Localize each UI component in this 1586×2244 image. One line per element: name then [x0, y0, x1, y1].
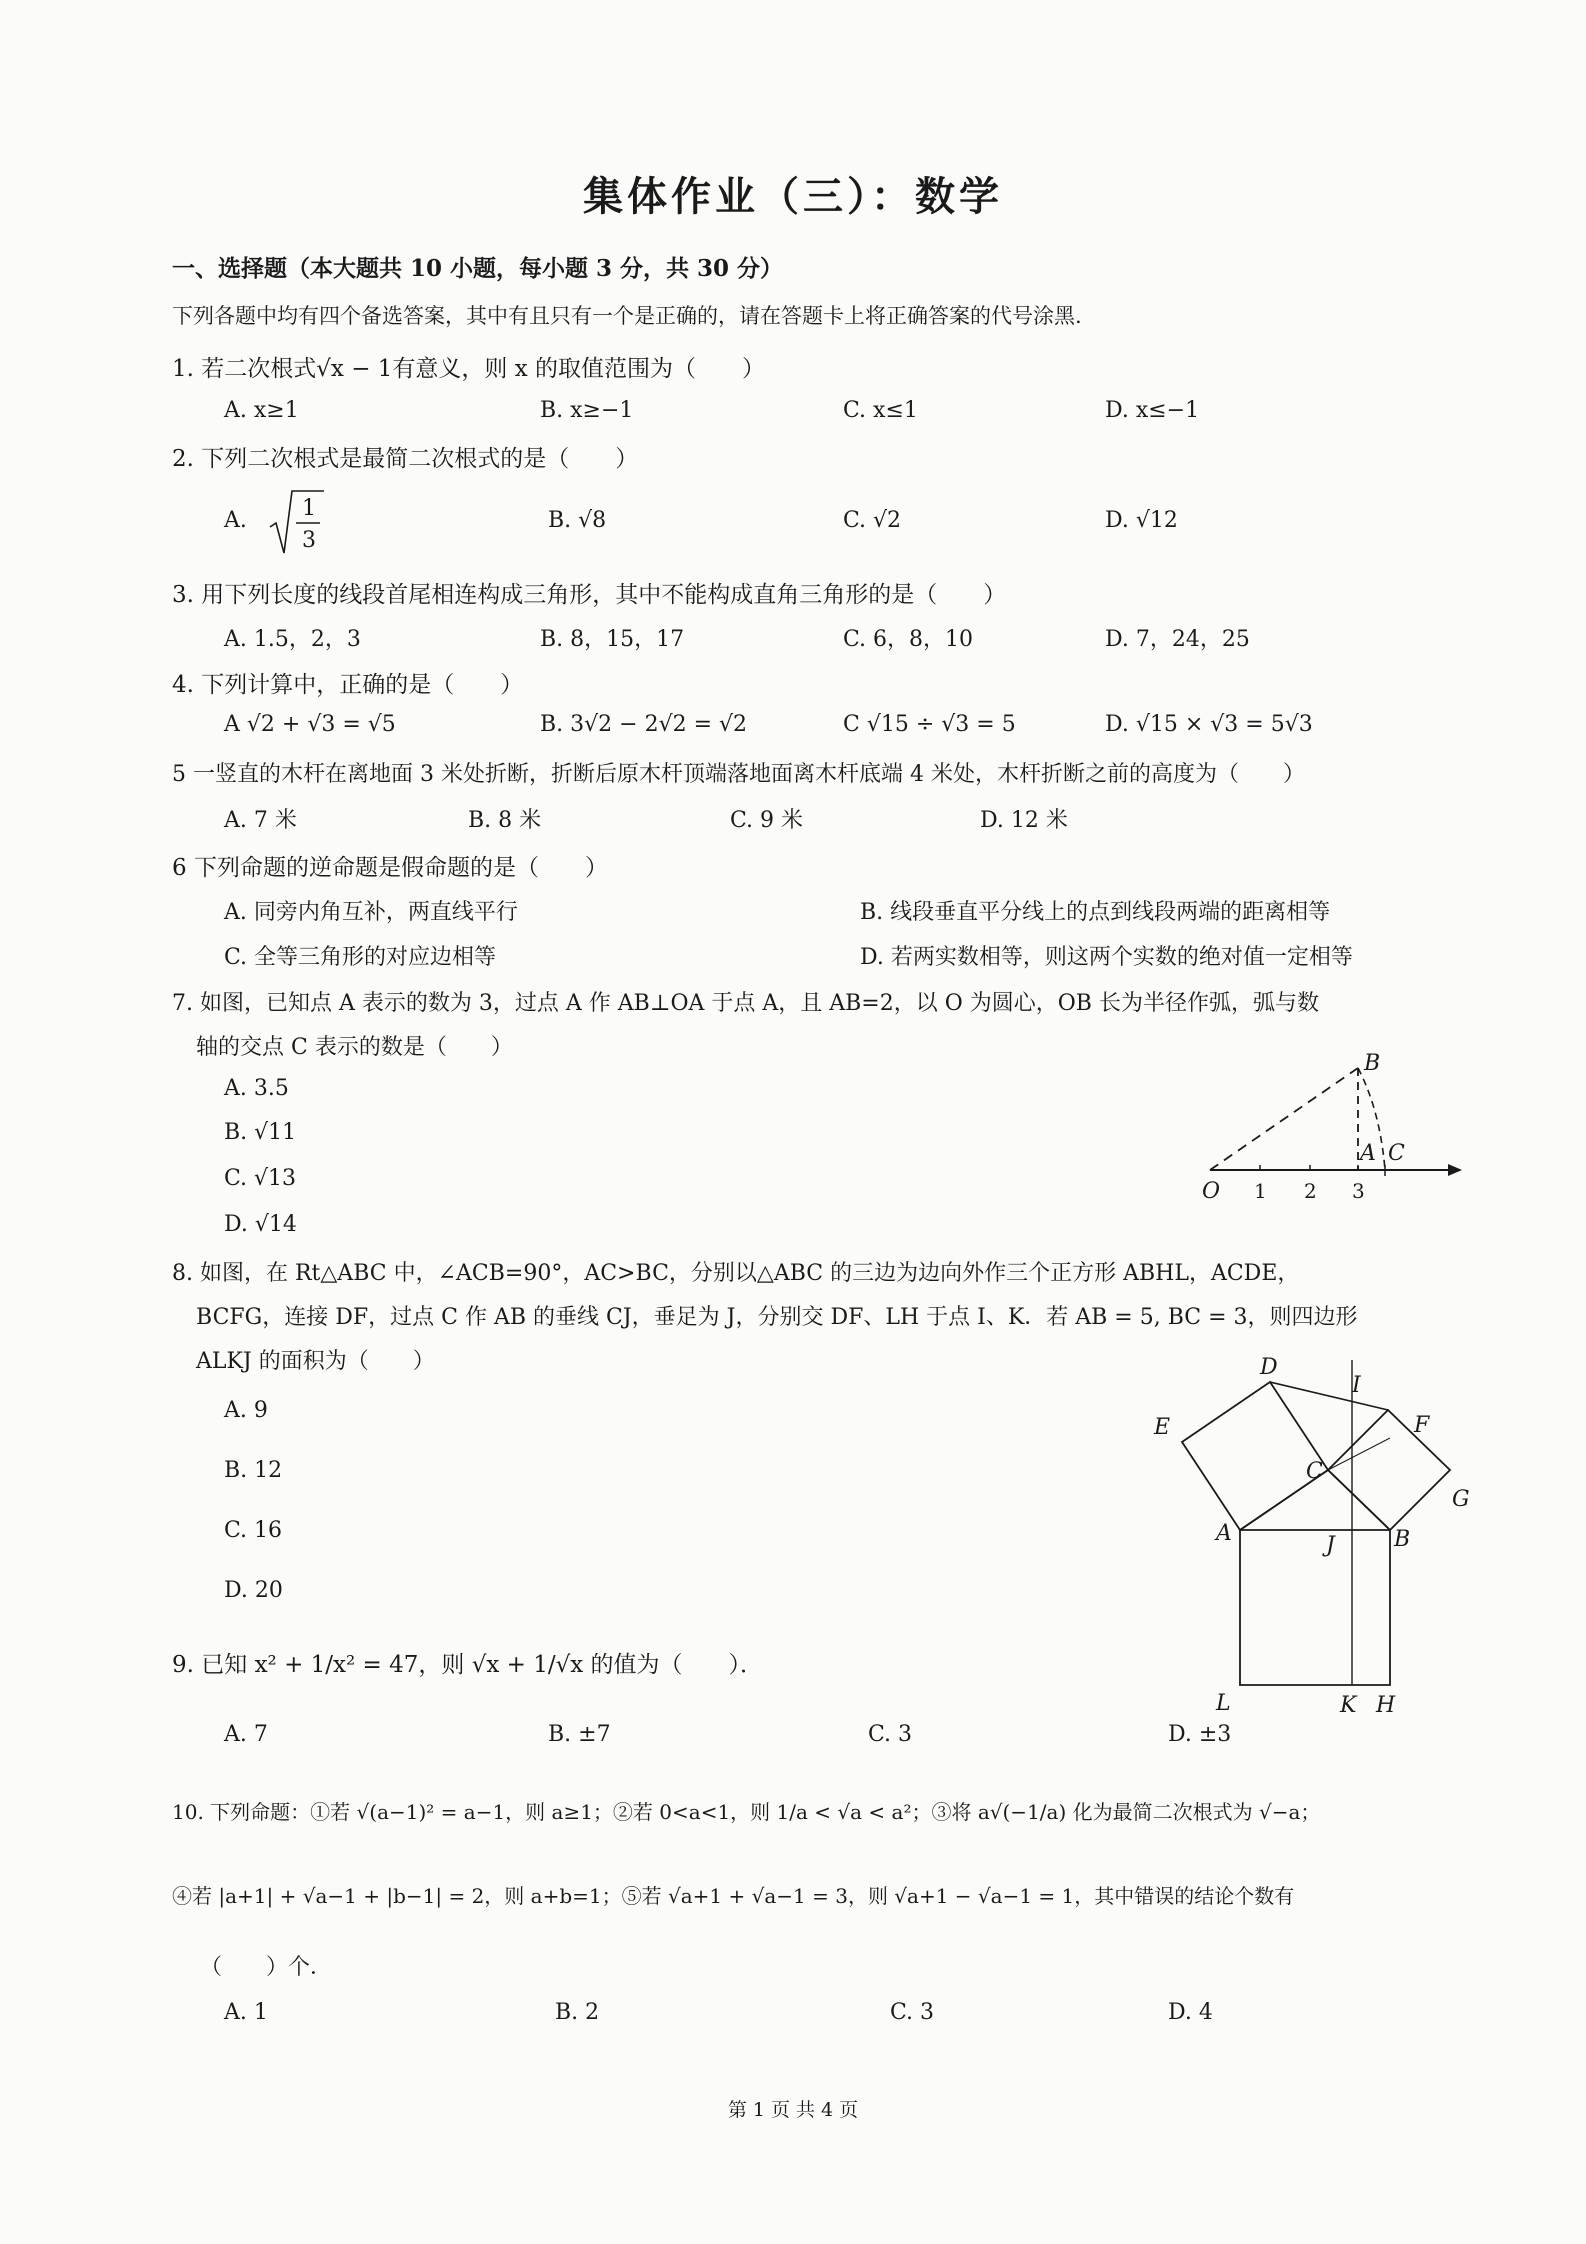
q10-option-c: C. 3 [890, 2000, 935, 2025]
q8-option-d: D. 20 [224, 1578, 283, 1603]
fig8-label-h: H [1376, 1693, 1396, 1718]
q6-option-b: B. 线段垂直平分线上的点到线段两端的距离相等 [860, 900, 1331, 925]
section-instruction: 下列各题中均有四个备选答案，其中有且只有一个是正确的，请在答题卡上将正确答案的代号涂黑. [172, 304, 1082, 328]
q4-option-c: C √15 ÷ √3 = 5 [843, 712, 1016, 737]
q10-option-b: B. 2 [555, 2000, 600, 2025]
question-1-stem: 1. 若二次根式√x − 1有意义，则 x 的取值范围为（ ） [172, 356, 766, 382]
q9-option-a: A. 7 [224, 1722, 268, 1747]
page-title: 集体作业（三）：数学 [583, 173, 1003, 220]
fig8-label-b: B [1394, 1527, 1411, 1552]
question-10-stem-line3: （ ）个． [200, 1955, 333, 1980]
fig7-tick-2: 2 [1304, 1179, 1317, 1203]
fig7-tick-3: 3 [1352, 1179, 1365, 1203]
figure-q8-squares [1120, 1320, 1480, 1740]
q3-option-c: C. 6，8，10 [843, 627, 974, 652]
q5-option-a: A. 7 米 [224, 808, 297, 833]
question-5-stem: 5 一竖直的木杆在离地面 3 米处折断，折断后原木杆顶端落地面离木杆底端 4 米处，木杆折断之前的高度为（ ） [172, 762, 1305, 787]
fig8-label-a: A [1216, 1521, 1232, 1546]
q4-option-a: A √2 + √3 = √5 [224, 712, 396, 737]
svg-text:1: 1 [302, 496, 316, 521]
q3-option-b: B. 8，15，17 [540, 627, 685, 652]
q8-option-a: A. 9 [224, 1398, 268, 1423]
q1-option-a: A. x≥1 [224, 398, 299, 423]
fig8-label-e: E [1154, 1415, 1171, 1440]
question-6-stem: 6 下列命题的逆命题是假命题的是（ ） [172, 855, 608, 881]
page-footer: 第 1 页 共 4 页 [727, 2099, 859, 2121]
q7-option-a: A. 3.5 [224, 1076, 289, 1101]
question-7-stem-line1: 7. 如图，已知点 A 表示的数为 3，过点 A 作 AB⊥OA 于点 A，且 AB=2，以 O 为圆心，OB 长为半径作弧，弧与数 [172, 991, 1319, 1016]
fig8-label-f: F [1414, 1413, 1430, 1438]
question-8-stem-line2: BCFG，连接 DF，过点 C 作 AB 的垂线 CJ，垂足为 J，分别交 DF、LH 于点 I、K．若 AB = 5, BC = 3，则四边形 [196, 1305, 1358, 1330]
q5-option-d: D. 12 米 [980, 808, 1068, 833]
q3-option-a: A. 1.5，2，3 [224, 627, 361, 652]
q1-option-d: D. x≤−1 [1105, 398, 1200, 423]
q4-option-b: B. 3√2 − 2√2 = √2 [540, 712, 748, 737]
q7-option-d: D. √14 [224, 1212, 297, 1237]
q1-option-c: C. x≤1 [843, 398, 918, 423]
question-10-stem-line2: ④若 |a+1| + √a−1 + |b−1| = 2，则 a+b=1；⑤若 √a+1 + √a−1 = 3，则 √a+1 − √a−1 = 1，其中错误的结论个数有 [172, 1884, 1295, 1908]
q3-option-d: D. 7，24，25 [1105, 627, 1250, 652]
fig7-label-b: B [1364, 1051, 1381, 1076]
fig7-label-c: C [1388, 1141, 1405, 1166]
question-8-stem-line3: ALKJ 的面积为（ ） [196, 1349, 435, 1374]
svg-text:3: 3 [302, 528, 316, 553]
question-8-stem-line1: 8. 如图，在 Rt△ABC 中，∠ACB=90°，AC>BC，分别以△ABC 的三边为边向外作三个正方形 ABHL，ACDE， [172, 1261, 1300, 1286]
fig8-label-l: L [1216, 1691, 1231, 1716]
q9-option-c: C. 3 [868, 1722, 913, 1747]
q6-option-d: D. 若两实数相等，则这两个实数的绝对值一定相等 [860, 945, 1353, 970]
fig8-label-g: G [1452, 1487, 1470, 1512]
q9-option-b: B. ±7 [548, 1722, 611, 1747]
question-7-stem-line2: 轴的交点 C 表示的数是（ ） [196, 1035, 513, 1060]
question-10-stem-line1: 10. 下列命题：①若 √(a−1)² = a−1，则 a≥1；②若 0<a<1，则 1/a < √a < a²；③将 a√(−1/a) 化为最简二次根式为 √−a； [172, 1800, 1321, 1824]
section-heading: 一、选择题（本大题共 10 小题，每小题 3 分，共 30 分） [172, 255, 784, 282]
q7-option-b: B. √11 [224, 1120, 297, 1145]
q6-option-c: C. 全等三角形的对应边相等 [224, 945, 497, 970]
q10-option-d: D. 4 [1168, 2000, 1213, 2025]
q2-option-d: D. √12 [1105, 508, 1178, 533]
fig8-label-k: K [1340, 1693, 1357, 1718]
q6-option-a: A. 同旁内角互补，两直线平行 [224, 900, 518, 925]
q7-option-c: C. √13 [224, 1166, 297, 1191]
fig7-label-a: A [1360, 1141, 1376, 1166]
fig8-label-i: I [1352, 1373, 1361, 1398]
q9-option-d: D. ±3 [1168, 1722, 1232, 1747]
q8-option-b: B. 12 [224, 1458, 283, 1483]
question-9-stem: 9. 已知 x² + 1/x² = 47，则 √x + 1/√x 的值为（ ）． [172, 1652, 764, 1678]
figure-q7-number-line [1180, 1040, 1470, 1210]
fig8-label-d: D [1260, 1355, 1278, 1380]
q5-option-b: B. 8 米 [468, 808, 542, 833]
q2-option-b: B. √8 [548, 508, 607, 533]
fig8-label-c: C [1306, 1459, 1323, 1484]
question-3-stem: 3. 用下列长度的线段首尾相连构成三角形，其中不能构成直角三角形的是（ ） [172, 582, 1007, 608]
q1-option-b: B. x≥−1 [540, 398, 634, 423]
q5-option-c: C. 9 米 [730, 808, 804, 833]
fig8-label-j: J [1326, 1533, 1335, 1558]
fig7-tick-1: 1 [1254, 1179, 1267, 1203]
question-4-stem: 4. 下列计算中，正确的是（ ） [172, 672, 524, 698]
q2-option-a: A. [224, 508, 247, 533]
fig7-label-o: O [1202, 1179, 1221, 1204]
q4-option-d: D. √15 × √3 = 5√3 [1105, 712, 1313, 737]
question-2-stem: 2. 下列二次根式是最简二次根式的是（ ） [172, 446, 639, 472]
q10-option-a: A. 1 [224, 2000, 268, 2025]
q2-option-c: C. √2 [843, 508, 902, 533]
q8-option-c: C. 16 [224, 1518, 283, 1543]
q2-sqrt-one-third [268, 487, 328, 559]
